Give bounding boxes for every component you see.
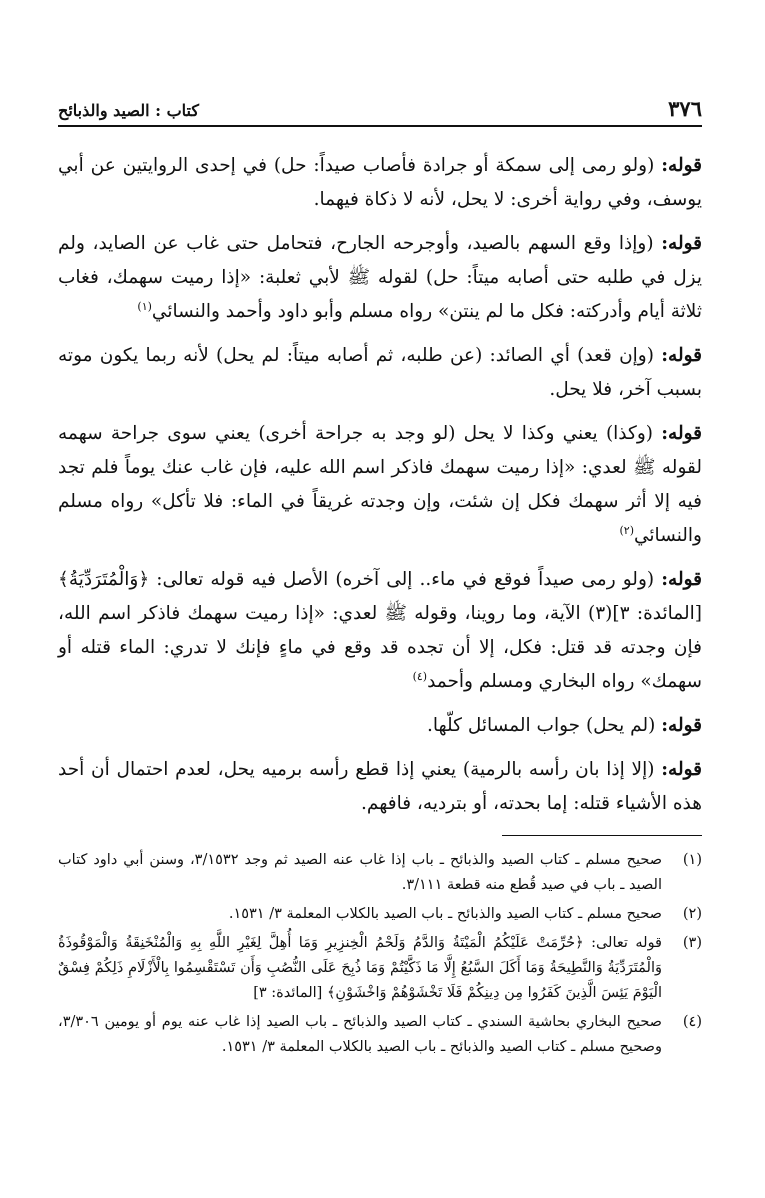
footnote-ref-1[interactable]: (١) <box>137 299 152 313</box>
footnote-3 <box>58 931 702 1006</box>
paragraph-keyword: قوله: <box>661 569 702 590</box>
paragraph-2 <box>58 227 702 329</box>
footnote-ref-2[interactable]: (٢) <box>619 523 634 537</box>
paragraph-7 <box>58 753 702 821</box>
footnotes <box>58 848 702 1060</box>
paragraph-4 <box>58 417 702 553</box>
paragraph-6 <box>58 709 702 743</box>
paragraph-keyword: قوله: <box>661 759 702 780</box>
footnote-2 <box>58 902 702 927</box>
footnote-text: صحيح البخاري بحاشية السندي ـ كتاب الصيد والذبائح ـ باب الصيد إذا غاب عنه يوم أو يومين ٣/٣٠٦، وصحيح مسلم ـ كتاب الصيد والذبائح ـ باب الصيد بالكلاب المعلمة ٣/ ١٥٣١. <box>58 1014 662 1055</box>
footnote-number: (٣) <box>682 935 702 951</box>
paragraph-keyword: قوله: <box>661 233 702 254</box>
page-header <box>58 96 702 127</box>
footnote-1 <box>58 848 702 898</box>
paragraph-text: (ولو رمى صيداً فوقع في ماء.. إلى آخره) الأصل فيه قوله تعالى: ﴿وَالْمُتَرَدِّيَةُ﴾ [المائدة: ٣](٣) الآية، وما روينا، وقوله ﷺ لعدي: «إذا رميت سهمك فاذكر اسم الله، فإن وجدته قد قتل: فكل، إلا أن تجده قد وقع في ماءٍ فإنك لا تدري: الماء قتله أو سهمك» رواه البخاري ومسلم وأحمد <box>58 569 702 692</box>
footnote-ref-4[interactable]: (٤) <box>412 669 428 683</box>
paragraph-text: (إلا إذا بان رأسه بالرمية) يعني إذا قطع رأسه برميه يحل، لعدم احتمال أن أحد هذه الأشياء قتله: إما بحدته، أو بترديه، فافهم. <box>58 759 702 814</box>
footnote-text: صحيح مسلم ـ كتاب الصيد والذبائح ـ باب إذا غاب عنه الصيد ثم وجد ٣/١٥٣٢، وسنن أبي داود كتاب الصيد ـ باب في صيد قُطع منه قطعة ٣/١١١. <box>58 852 663 893</box>
footnote-4 <box>58 1010 702 1060</box>
paragraph-3 <box>58 339 702 407</box>
footnote-number: (٤) <box>682 1014 702 1030</box>
paragraph-text: (وإن قعد) أي الصائد: (عن طلبه، ثم أصابه ميتاً: لم يحل) لأنه ربما يكون موته بسبب آخر، فلا يحل. <box>58 345 702 400</box>
main-text <box>58 149 702 821</box>
page-number: ٣٧٦ <box>668 96 702 121</box>
paragraph-keyword: قوله: <box>661 155 702 176</box>
paragraph-text: (وإذا وقع السهم بالصيد، وأوجرحه الجارح، فتحامل حتى غاب عن الصايد، ولم يزل في طلبه حتى أصابه ميتاً: حل) لقوله ﷺ لأبي ثعلبة: «إذا رميت سهمك، فغاب ثلاثة أيام وأدركته: فكل ما لم ينتن» رواه مسلم وأبو داود وأحمد والنسائي <box>58 233 702 322</box>
footnote-number: (١) <box>682 852 702 868</box>
paragraph-5 <box>58 563 702 699</box>
footnote-divider <box>502 835 702 836</box>
paragraph-1 <box>58 149 702 217</box>
paragraph-keyword: قوله: <box>661 345 702 366</box>
paragraph-text: (لم يحل) جواب المسائل كلّها. <box>427 715 662 736</box>
footnote-number: (٢) <box>682 906 702 922</box>
paragraph-keyword: قوله: <box>661 715 702 736</box>
paragraph-keyword: قوله: <box>661 423 702 444</box>
footnote-text: صحيح مسلم ـ كتاب الصيد والذبائح ـ باب الصيد بالكلاب المعلمة ٣/ ١٥٣١. <box>228 906 662 922</box>
footnote-text: قوله تعالى: ﴿حُرِّمَتْ عَلَيْكُمُ الْمَيْتَةُ وَالدَّمُ وَلَحْمُ الْخِنزِيرِ وَمَا أُهِلَّ لِغَيْرِ اللَّهِ بِهِ وَالْمُنْخَنِقَةُ وَالْمَوْقُوذَةُ وَالْمُتَرَدِّيَةُ وَالنَّطِيحَةُ وَمَا أَكَلَ السَّبُعُ إِلَّا مَا ذَكَّيْتُمْ وَمَا ذُبِحَ عَلَى النُّصُبِ وَأَن تَسْتَقْسِمُوا بِالْأَزْلَامِ ذَلِكُمْ فِسْقٌ الْيَوْمَ يَئِسَ الَّذِينَ كَفَرُوا مِن دِينِكُمْ فَلَا تَخْشَوْهُمْ وَاخْشَوْنِ﴾ [المائدة: ٣] <box>58 935 662 1001</box>
running-title: كتاب : الصيد والذبائح <box>58 101 199 120</box>
paragraph-text: (ولو رمى إلى سمكة أو جرادة فأصاب صيداً: حل) في إحدى الروايتين عن أبي يوسف، وفي رواية أخرى: لا يحل، لأنه لا ذكاة فيهما. <box>58 155 702 210</box>
paragraph-text: (وكذا) يعني وكذا لا يحل (لو وجد به جراحة أخرى) يعني سوى جراحة سهمه لقوله ﷺ لعدي: «إذا رميت سهمك فاذكر اسم الله عليه، فإن غاب عنك يوماً فلم تجد فيه إلا أثر سهمك فكل إن شئت، وإن وجدته غريقاً في الماء: فلا تأكل» رواه مسلم والنسائي <box>58 423 702 546</box>
